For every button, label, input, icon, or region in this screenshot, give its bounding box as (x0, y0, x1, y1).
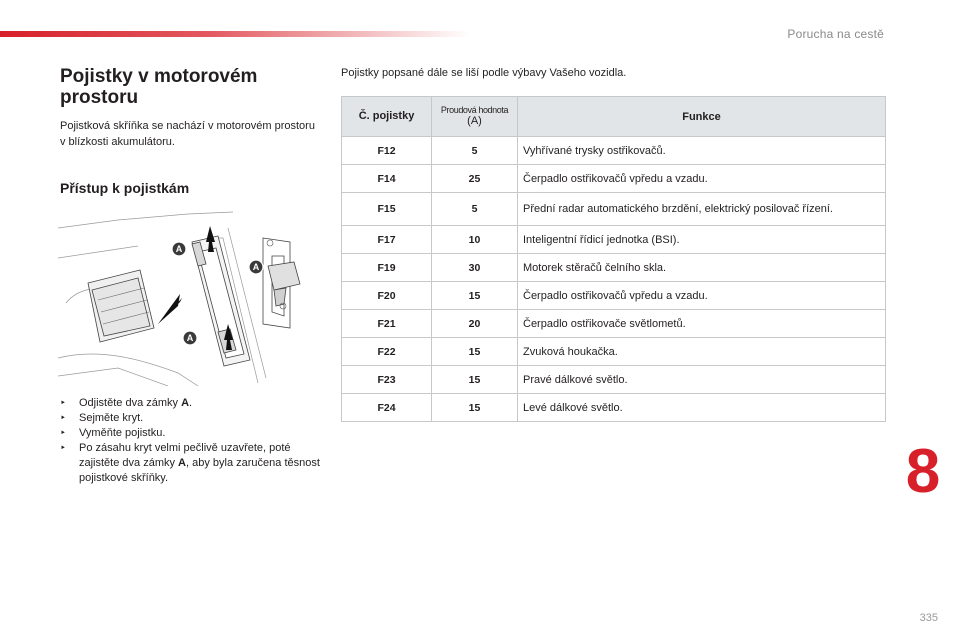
fuse-number-cell: F22 (342, 338, 432, 366)
fuse-number-cell: F15 (342, 193, 432, 226)
table-row (342, 226, 886, 254)
fuse-rating-cell: 10 (432, 226, 518, 254)
bullet-icon: ‣ (60, 443, 66, 454)
table-row (342, 366, 886, 394)
fuse-rating-cell: 30 (432, 254, 518, 282)
bullet-icon: ‣ (60, 398, 66, 409)
fuse-function-cell: Vyhřívané trysky ostřikovačů. (518, 137, 886, 165)
section-heading: Přístup k pojistkám (60, 180, 190, 196)
instruction-list (60, 396, 322, 486)
section-title: Porucha na cestě (787, 27, 884, 41)
callout-label: A (186, 333, 194, 343)
fuse-number-cell: F14 (342, 165, 432, 193)
table-row (342, 193, 886, 226)
bullet-icon: ‣ (60, 428, 66, 439)
instruction-step: ‣ Odjistěte dva zámky A. (60, 397, 193, 409)
fuse-function-cell: Inteligentní řídicí jednotka (BSI). (518, 226, 886, 254)
fuse-rating-cell: 5 (432, 193, 518, 226)
callout-label: A (252, 262, 260, 272)
header-accent-bar (0, 31, 470, 37)
fuse-rating-cell: 25 (432, 165, 518, 193)
instruction-step: ‣ Vyměňte pojistku. (60, 427, 166, 439)
table-row (342, 282, 886, 310)
intro-paragraph: Pojistková skříňka se nachází v motorovém prostoru v blízkosti akumulátoru. (60, 120, 315, 148)
fuse-function-cell: Čerpadlo ostřikovačů vpředu a vzadu. (518, 165, 886, 193)
fuse-function-cell: Levé dálkové světlo. (518, 394, 886, 422)
fuse-rating-cell: 15 (432, 394, 518, 422)
fuse-number-cell: F12 (342, 137, 432, 165)
fuse-function-cell: Pravé dálkové světlo. (518, 366, 886, 394)
fuse-function-cell: Čerpadlo ostřikovače světlometů. (518, 310, 886, 338)
fuse-number-cell: F24 (342, 394, 432, 422)
bullet-icon: ‣ (60, 413, 66, 424)
fuse-function-cell: Přední radar automatického brzdění, elektrický posilovač řízení. (518, 193, 886, 226)
page-number: 335 (919, 612, 938, 624)
fuse-rating-cell: 5 (432, 137, 518, 165)
table-row (342, 137, 886, 165)
page-title: Pojistky v motorovém prostoru (60, 66, 258, 108)
callout-label: A (175, 244, 183, 254)
fuse-box-illustration (58, 208, 318, 386)
chapter-number: 8 (905, 437, 941, 506)
fuse-number-cell: F21 (342, 310, 432, 338)
header-fuse-number: Č. pojistky (342, 97, 432, 137)
header-function: Funkce (518, 97, 886, 137)
fuse-rating-cell: 15 (432, 338, 518, 366)
instruction-step: ‣ Sejměte kryt. (60, 412, 144, 424)
table-row (342, 338, 886, 366)
table-row (342, 165, 886, 193)
fuse-function-cell: Čerpadlo ostřikovačů vpředu a vzadu. (518, 282, 886, 310)
fuse-rating-cell: 15 (432, 366, 518, 394)
fuse-number-cell: F19 (342, 254, 432, 282)
fuse-number-cell: F20 (342, 282, 432, 310)
fuse-table (341, 96, 886, 422)
table-row (342, 254, 886, 282)
table-row (342, 310, 886, 338)
fuse-rating-cell: 20 (432, 310, 518, 338)
fuse-function-cell: Zvuková houkačka. (518, 338, 886, 366)
table-intro: Pojistky popsané dále se liší podle výbavy Vašeho vozidla. (341, 67, 627, 79)
fuse-number-cell: F23 (342, 366, 432, 394)
fuse-number-cell: F17 (342, 226, 432, 254)
table-row (342, 394, 886, 422)
header-rating: Proudová hodnota (A) (432, 97, 518, 137)
fuse-rating-cell: 15 (432, 282, 518, 310)
fuse-function-cell: Motorek stěračů čelního skla. (518, 254, 886, 282)
instruction-step: ‣ Po zásahu kryt velmi pečlivě uzavřete, poté zajistěte dva zámky A, aby byla zaručena těsnost pojistkové skříňky. (60, 442, 320, 484)
